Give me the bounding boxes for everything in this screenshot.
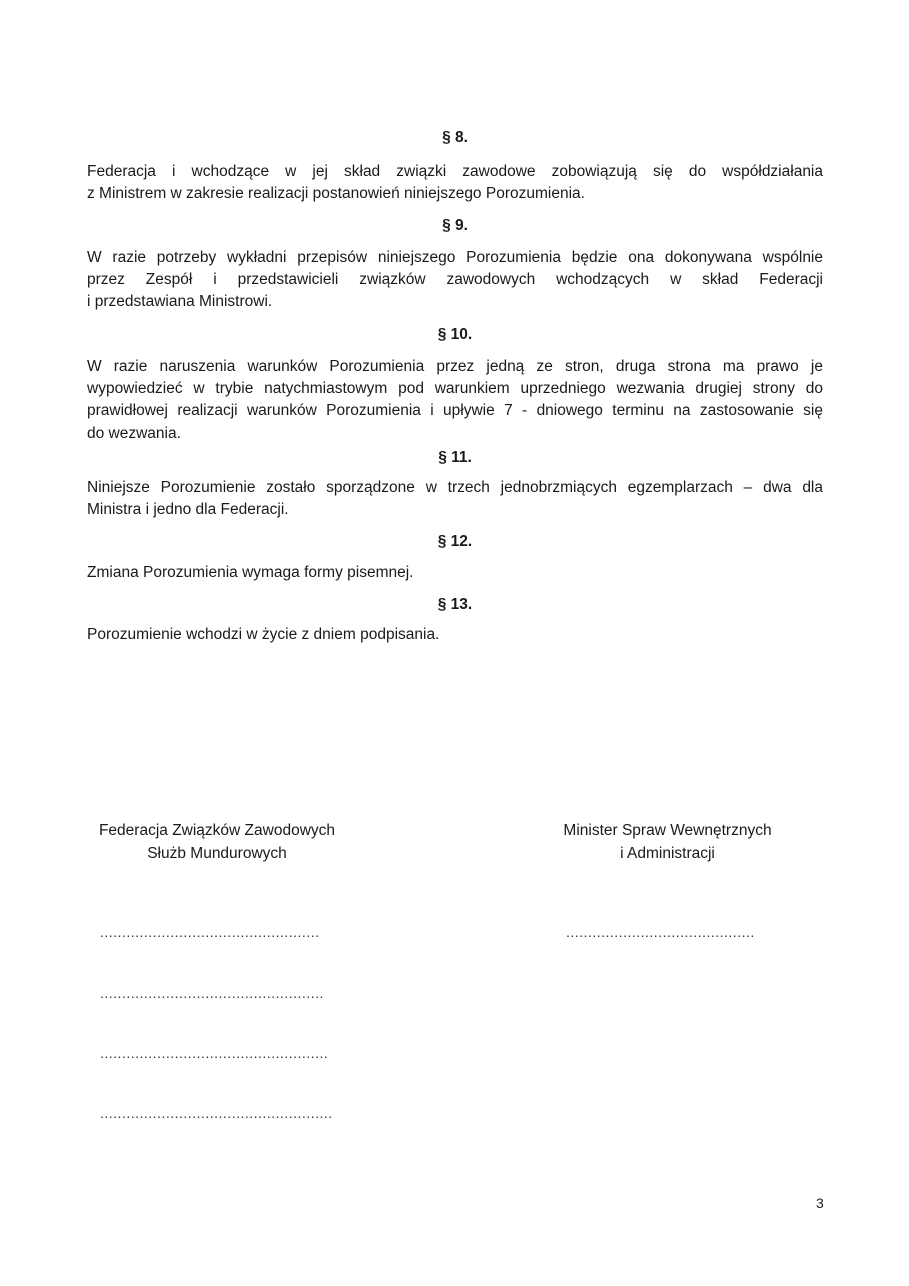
section-text-10 — [87, 356, 823, 445]
text-line: do wezwania. — [87, 424, 181, 442]
section-heading-12: § 12. — [437, 533, 473, 550]
signature-line: ................................................... — [100, 985, 324, 1001]
section-text-11 — [87, 477, 823, 521]
text-line: z Ministrem w zakresie realizacji postanowień niniejszego Porozumienia. — [87, 185, 585, 203]
signatory-name-line2: i Administracji — [620, 844, 715, 862]
text-line: W razie potrzeby wykładni przepisów niniejszego Porozumienia będzie ona dokonywana wspólnie — [87, 249, 823, 266]
section-text-9 — [87, 247, 823, 314]
text-line: Ministra i jedno dla Federacji. — [87, 501, 289, 519]
signatory-name-line1: Federacja Związków Zawodowych — [98, 822, 336, 839]
section-heading-11: § 11. — [438, 449, 472, 466]
section-text-8 — [87, 161, 823, 205]
section-heading-9: § 9. — [442, 217, 468, 234]
signature-block-left — [87, 820, 347, 865]
signature-line: .................................................. — [100, 924, 320, 940]
text-line: Porozumienie wchodzi w życie z dniem podpisania. — [87, 626, 440, 643]
section-text-13 — [87, 624, 823, 646]
page-number: 3 — [816, 1195, 824, 1211]
text-line: wypowiedzieć w trybie natychmiastowym pod warunkiem uprzedniego wezwania drugiej strony do — [87, 380, 823, 398]
text-line: prawidłowej realizacji warunków Porozumienia i upływie 7 - dniowego terminu na zastosowanie się — [87, 402, 823, 420]
signature-line: .................................................... — [100, 1045, 329, 1061]
text-line: przez Zespół i przedstawicieli związków zawodowych wchodzących w skład Federacji — [87, 271, 823, 289]
text-line: Federacja i wchodzące w jej skład związki zawodowe zobowiązują się do współdziałania — [87, 163, 823, 180]
text-line: i przedstawiana Ministrowi. — [87, 293, 273, 311]
section-text-12 — [87, 562, 823, 584]
signature-line: ..................................................... — [100, 1105, 333, 1121]
signature-line: ........................................... — [566, 924, 755, 940]
signatory-name-line2: Służb Mundurowych — [147, 844, 287, 862]
signature-block-right — [545, 820, 790, 865]
section-heading-10: § 10. — [437, 326, 473, 343]
text-line: Zmiana Porozumienia wymaga formy pisemnej. — [87, 564, 414, 581]
text-line: Niniejsze Porozumienie zostało sporządzone w trzech jednobrzmiących egzemplarzach – dwa dla — [87, 479, 823, 496]
section-heading-8: § 8. — [442, 129, 468, 146]
signatory-name-line1: Minister Spraw Wewnętrznych — [563, 822, 772, 839]
section-heading-13: § 13. — [437, 596, 473, 613]
text-line: W razie naruszenia warunków Porozumienia przez jedną ze stron, druga strona ma prawo je — [87, 358, 823, 375]
